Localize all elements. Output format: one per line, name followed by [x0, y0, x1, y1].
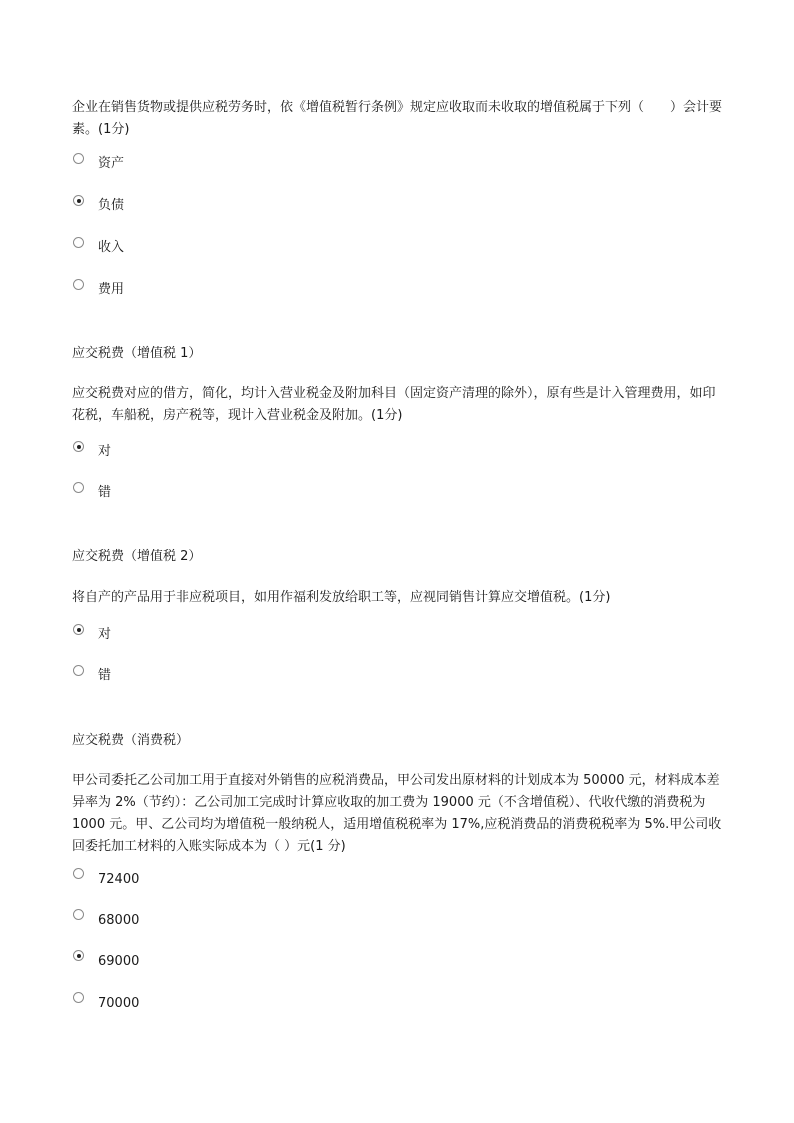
option-label: 收入	[98, 240, 125, 255]
section-title-consumption-tax: 应交税费（消费税）	[72, 733, 190, 748]
option-label: 68000	[98, 913, 140, 928]
radio-unchecked-icon[interactable]	[73, 482, 84, 493]
radio-unchecked-icon[interactable]	[73, 868, 84, 879]
option-label: 70000	[98, 996, 140, 1011]
option-label: 错	[98, 668, 112, 683]
option-label: 资产	[98, 156, 125, 171]
section-title-vat-1: 应交税费（增值税 1）	[72, 346, 202, 361]
radio-checked-icon[interactable]	[73, 441, 84, 452]
radio-checked-icon[interactable]	[73, 624, 84, 635]
question-2	[72, 383, 722, 427]
radio-unchecked-icon[interactable]	[73, 279, 84, 290]
radio-unchecked-icon[interactable]	[73, 992, 84, 1003]
option-label: 费用	[98, 282, 125, 297]
section-title-vat-2: 应交税费（增值税 2）	[72, 549, 202, 564]
option-label: 69000	[98, 954, 140, 969]
option-label: 对	[98, 444, 112, 459]
question-4	[72, 770, 722, 858]
question-3	[72, 587, 722, 609]
question-1-text: 企业在销售货物或提供应税劳务时，依《增值税暂行条例》规定应收取而未收取的增值税属于下列（ ）会计要素。(1分)	[72, 100, 723, 137]
question-4-text: 甲公司委托乙公司加工用于直接对外销售的应税消费品，甲公司发出原材料的计划成本为 50000 元，材料成本差异率为 2%（节约）：乙公司加工完成时计算应收取的加工费为 19000 元（不含增值税）、代收代缴的消费税为 1000 元。甲、乙公司均为增值税一般纳税人，适用增值税税率为 17%,应税消费品的消费税税率为 5%.甲公司收回委托加工材料的入账实际成本为（ ）元(1 分)	[72, 773, 722, 854]
option-label: 负债	[98, 198, 125, 213]
radio-unchecked-icon[interactable]	[73, 909, 84, 920]
radio-unchecked-icon[interactable]	[73, 237, 84, 248]
radio-unchecked-icon[interactable]	[73, 153, 84, 164]
radio-checked-icon[interactable]	[73, 950, 84, 961]
question-2-text: 应交税费对应的借方，简化，均计入营业税金及附加科目（固定资产清理的除外），原有些是计入管理费用，如印花税，车船税，房产税等，现计入营业税金及附加。(1分)	[72, 386, 716, 423]
option-label: 对	[98, 627, 112, 642]
question-3-text: 将自产的产品用于非应税项目，如用作福利发放给职工等，应视同销售计算应交增值税。(1分)	[72, 590, 611, 605]
radio-checked-icon[interactable]	[73, 195, 84, 206]
question-1	[72, 97, 722, 141]
option-label: 72400	[98, 872, 140, 887]
option-label: 错	[98, 485, 112, 500]
radio-unchecked-icon[interactable]	[73, 665, 84, 676]
